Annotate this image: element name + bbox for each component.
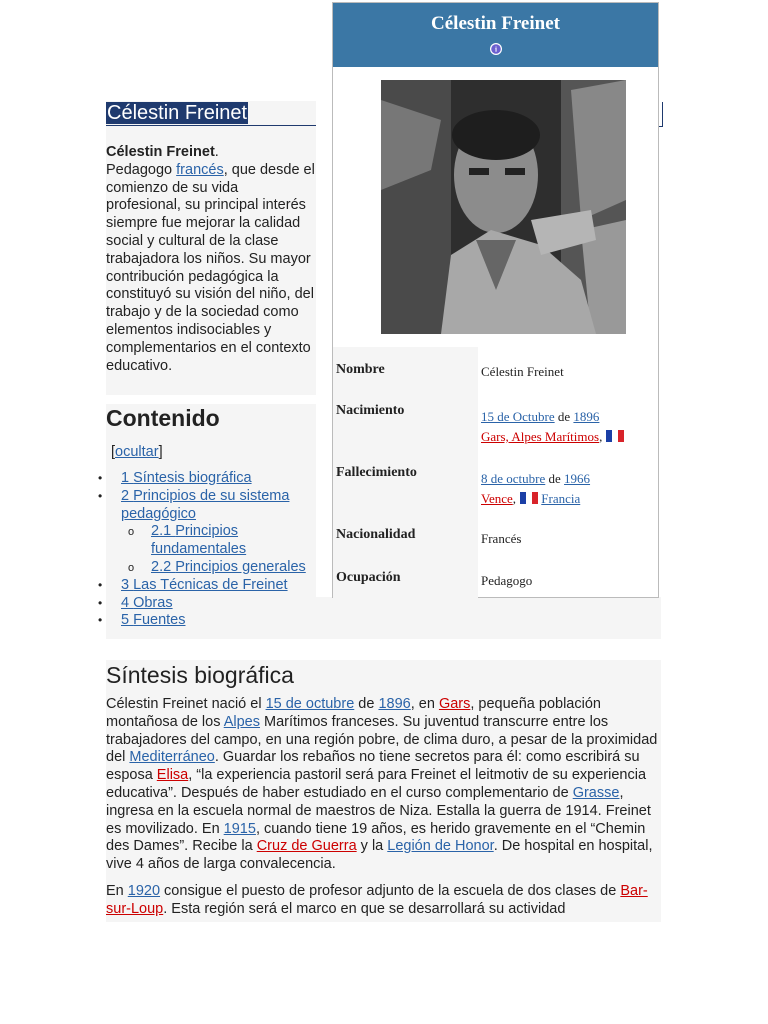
link-death-year[interactable]: 1966 — [564, 471, 591, 486]
link-cruz-de-guerra[interactable]: Cruz de Guerra — [256, 838, 357, 855]
toc-item-principios-generales[interactable]: o 2.2 Principios generales — [106, 559, 316, 577]
table-of-contents — [106, 404, 316, 629]
link-birth-place[interactable]: Gars, Alpes Marítimos — [481, 429, 600, 444]
link-legion-de-honor[interactable]: Legión de Honor — [387, 838, 494, 855]
link-1920[interactable]: 1920 — [127, 882, 161, 899]
toc-list — [106, 470, 316, 630]
toc-title: Contenido — [106, 405, 220, 431]
intro-section — [106, 101, 316, 395]
infobox — [332, 2, 659, 598]
biography-section — [106, 660, 661, 922]
toc-hide-link[interactable]: ocultar — [115, 444, 159, 460]
row-nacionalidad: Nacionalidad Francés — [333, 523, 658, 566]
link-grasse[interactable]: Grasse — [572, 784, 620, 801]
toc-item-obras[interactable]: • 4 Obras — [106, 595, 316, 613]
row-ocupacion: Ocupación Pedagogo — [333, 566, 658, 606]
portrait-image — [381, 80, 626, 334]
section-title: Síntesis biográfica — [106, 662, 294, 688]
link-1915[interactable]: 1915 — [223, 820, 256, 837]
link-birth-year[interactable]: 1896 — [573, 409, 600, 424]
link-1896[interactable]: 1896 — [378, 696, 411, 712]
link-alpes[interactable]: Alpes — [223, 713, 260, 730]
toc-item-sintesis[interactable]: • 1 Síntesis biográfica — [106, 470, 316, 488]
intro-name: Célestin Freinet — [106, 144, 215, 160]
page-title: Célestin Freinet — [107, 102, 248, 124]
intro-paragraph: Célestin Freinet. Pedagogo francés, que desde el comienzo de su vida profesional, su principal interés siempre fue mejorar la calidad social y cultural de la clase trabajadora los niños. Su mayor contribución pedagógica la constituyó su visión del niño, del trabajo y de la sociedad como elementos indisociables y complementarios en el contexto educativo. — [106, 144, 315, 374]
toc-toggle: [ocultar] — [111, 444, 163, 460]
toc-item-principios[interactable]: • 2 Principios de su sistema pedagógico — [106, 488, 316, 524]
toc-item-fuentes[interactable]: • 5 Fuentes — [106, 612, 316, 630]
portrait-photo — [381, 80, 626, 334]
bio-paragraph-1: Célestin Freinet nació el 15 de octubre de 1896, en Gars, pequeña población montañosa de los Alpes Marítimos franceses. Su juventud transcurre entre los trabajadores del campo, en una región pobre, de clima duro, a pesar de la proximidad del Mediterráneo. Guardar los rebaños no tiene secretos para él: como escribirá su esposa Elisa, “la experiencia pastoril será para Freinet el leitmotiv de su experiencia educativa”. Después de haber estudiado en el curso complementario de Grasse, ingresa en la escuela normal de maestros de Niza. Estalla la guerra de 1914. Freinet es movilizado. En 1915, cuando tiene 19 años, es herido gravemente en el “Chemin des Dames”. Recibe la Cruz de Guerra y la Legión de Honor. De hospital en hospital, vive 4 años de larga convalecencia. — [106, 696, 658, 873]
link-frances[interactable]: francés — [176, 161, 224, 178]
link-francia[interactable]: Francia — [541, 491, 581, 506]
infobox-title: Célestin Freinet — [431, 13, 560, 34]
link-birth-date[interactable]: 15 de Octubre — [481, 409, 555, 424]
row-nombre: Nombre Célestin Freinet — [333, 347, 658, 399]
title-underline — [106, 125, 316, 126]
infobox-rows — [333, 347, 658, 606]
bio-paragraph-2: En 1920 consigue el puesto de profesor adjunto de la escuela de dos clases de Bar-sur-Loup. Esta región será el marco en que se desarrollará su actividad — [106, 882, 648, 917]
link-bar-sur-loup[interactable]: Bar-sur-Loup — [106, 882, 648, 917]
row-fallecimiento: Fallecimiento 8 de octubre de 1966 Vence, Francia — [333, 461, 658, 523]
link-gars[interactable]: Gars — [438, 696, 471, 712]
france-flag-icon[interactable] — [606, 430, 624, 442]
toc-item-tecnicas[interactable]: • 3 Las Técnicas de Freinet — [106, 577, 316, 595]
infobox-header — [333, 3, 658, 67]
link-15-octubre[interactable]: 15 de octubre — [265, 696, 355, 712]
france-flag-icon[interactable] — [520, 492, 538, 504]
row-nacimiento: Nacimiento 15 de Octubre de 1896 Gars, Alpes Marítimos, — [333, 399, 658, 461]
link-death-place[interactable]: Vence — [481, 491, 513, 506]
info-icon[interactable] — [490, 43, 502, 55]
link-elisa[interactable]: Elisa — [156, 767, 189, 784]
link-death-date[interactable]: 8 de octubre — [481, 471, 546, 486]
toc-item-principios-fundamentales[interactable]: o 2.1 Principios fundamentales — [106, 523, 316, 559]
link-mediterraneo[interactable]: Mediterráneo — [129, 749, 215, 766]
